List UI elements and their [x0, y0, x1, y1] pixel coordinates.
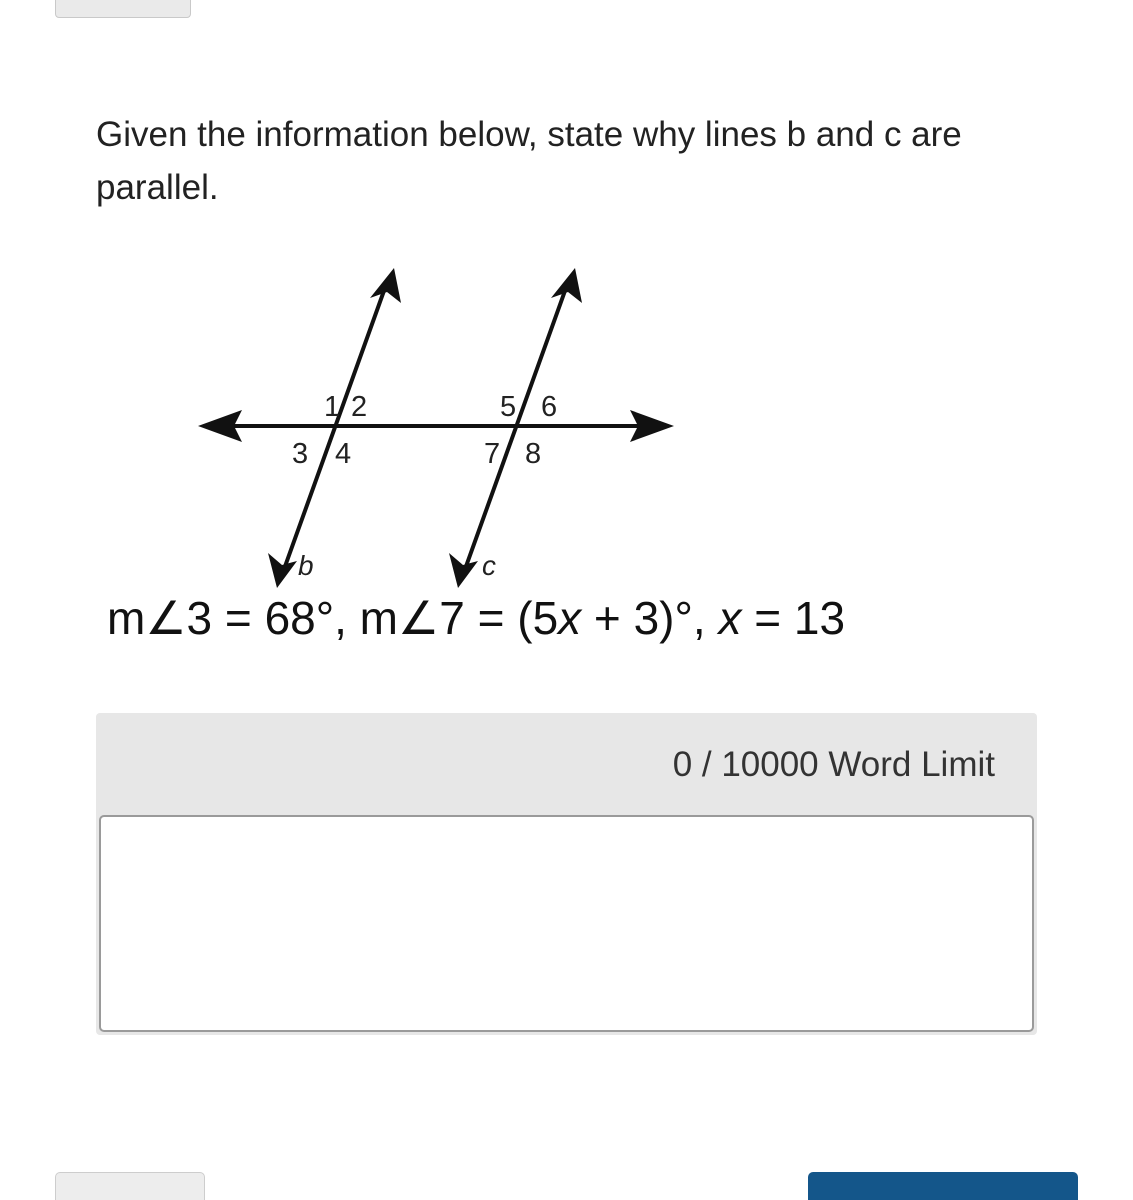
angle-label-3: 3 — [292, 438, 309, 470]
line-b-arrow-top — [370, 268, 401, 303]
parallel-lines-diagram — [180, 255, 700, 595]
line-c-arrow-bottom — [449, 553, 478, 588]
line-c — [464, 288, 566, 572]
angle-label-8: 8 — [525, 438, 542, 470]
answer-panel — [96, 713, 1037, 1035]
equation-var-2: x — [718, 592, 742, 644]
angle-label-2: 2 — [351, 391, 368, 423]
equation-part-1: m∠3 = 68°, m∠7 = (5 — [107, 592, 559, 644]
equation-var-1: x — [558, 592, 582, 644]
line-c-label: c — [482, 550, 496, 581]
line-b — [283, 288, 385, 572]
word-limit-counter: 0 / 10000 Word Limit — [672, 745, 995, 784]
angle-label-6: 6 — [541, 391, 558, 423]
submit-button[interactable] — [808, 1172, 1078, 1200]
question-text: Given the information below, state why lines b and c are parallel. — [96, 115, 962, 207]
line-b-label: b — [298, 550, 314, 581]
top-button[interactable] — [55, 0, 191, 18]
line-b-arrow-bottom — [268, 553, 297, 588]
equation-part-2: + 3)°, — [581, 592, 719, 644]
line-c-arrow-top — [551, 268, 582, 303]
back-button[interactable] — [55, 1172, 205, 1200]
answer-textarea[interactable] — [99, 815, 1034, 1032]
angle-label-7: 7 — [484, 438, 501, 470]
angle-label-5: 5 — [500, 391, 517, 423]
equation-part-3: = 13 — [741, 592, 846, 644]
equation-text — [107, 588, 845, 648]
angle-label-4: 4 — [335, 438, 352, 470]
angle-label-1: 1 — [324, 391, 341, 423]
